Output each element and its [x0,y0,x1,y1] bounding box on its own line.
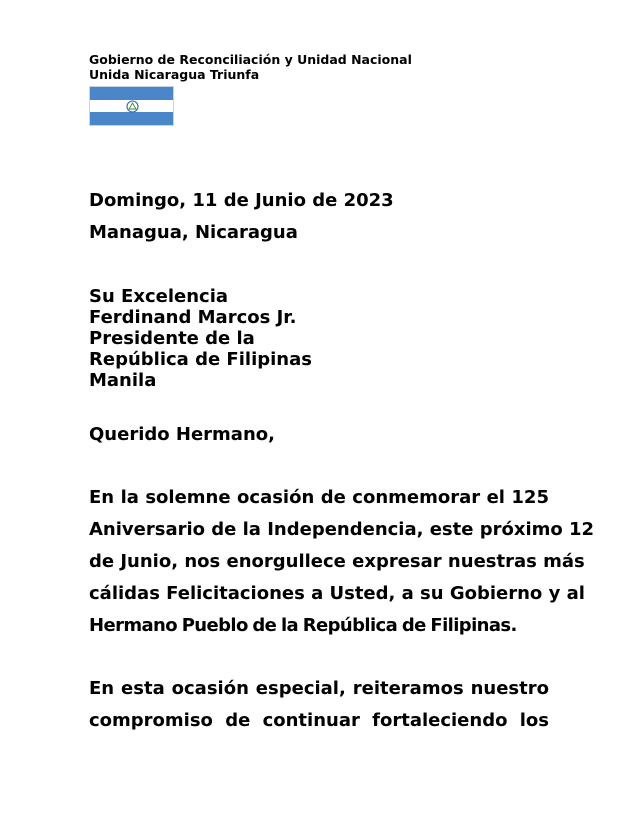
paragraph-line: En la solemne ocasión de conmemorar el 125 [89,487,549,508]
letter-salutation: Querido Hermano, [89,424,275,445]
paragraph-line: Hermano Pueblo de la República de Filipinas. [89,615,517,636]
paragraph-line: de Junio, nos enorgullece expresar nuestras más [89,551,585,572]
body-paragraph-2 [89,678,549,742]
recipient-line: República de Filipinas [89,349,312,370]
recipient-line: Manila [89,370,157,391]
nicaragua-flag-icon [89,86,174,126]
flag-top-band [90,87,173,100]
letter-date: Domingo, 11 de Junio de 2023 [89,190,394,211]
paragraph-line: Aniversario de la Independencia, este próximo 12 [89,519,595,540]
letterhead-government-name: Gobierno de Reconciliación y Unidad Nacional [89,52,412,67]
flag-emblem-icon [126,100,139,113]
paragraph-line: cálidas Felicitaciones a Usted, a su Gobierno y al [89,583,585,604]
paragraph-line: En esta ocasión especial, reiteramos nuestro [89,678,549,699]
letter-place: Managua, Nicaragua [89,222,298,243]
paragraph-line: compromiso de continuar fortaleciendo los [89,710,549,731]
letterhead-slogan: Unida Nicaragua Triunfa [89,67,260,82]
flag-bottom-band [90,112,173,125]
body-paragraph-1 [89,487,595,647]
recipient-line: Presidente de la [89,328,255,349]
recipient-line: Ferdinand Marcos Jr. [89,307,297,328]
recipient-line: Su Excelencia [89,286,229,307]
